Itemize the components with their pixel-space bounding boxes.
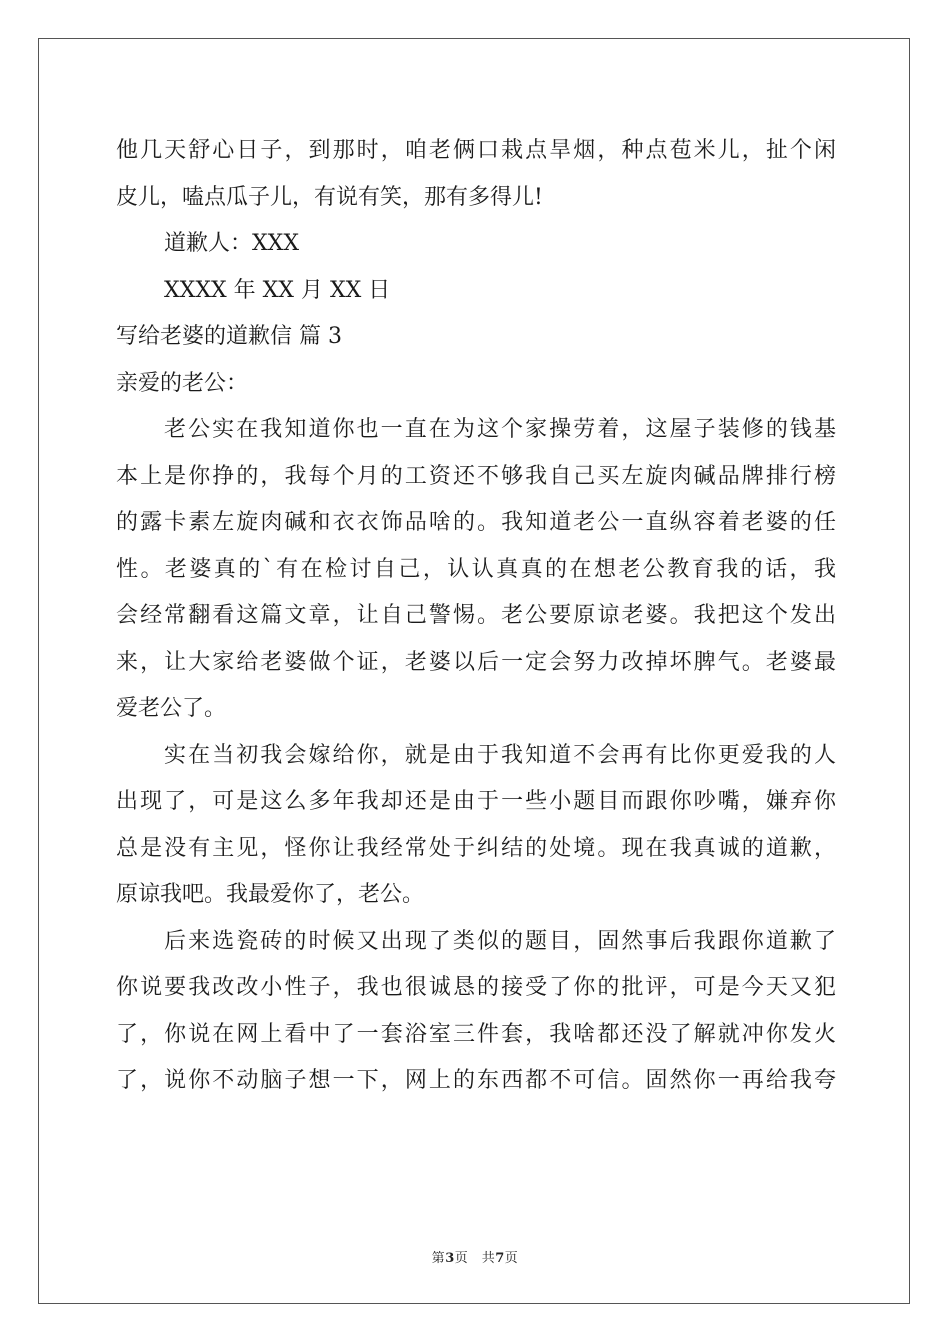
total-page-number: 7 <box>495 1251 505 1266</box>
text-line: 总是没有主见，怪你让我经常处于纠结的处境。现在我真诚的道歉， <box>116 835 836 861</box>
footer-prefix: 第 <box>431 1251 446 1266</box>
text-line: XXXX 年 XX 月 XX 日 <box>164 277 391 303</box>
text-line: 皮儿，嗑点瓜子儿，有说有笑，那有多得儿! <box>116 184 543 210</box>
text-line: 了，说你不动脑子想一下，网上的东西都不可信。固然你一再给我夸 <box>116 1068 836 1093</box>
current-page-number: 3 <box>445 1251 455 1266</box>
text-line: 来，让大家给老婆做个证，老婆以后一定会努力改掉坏脾气。老婆最 <box>116 649 836 675</box>
text-line: 道歉人：XXX <box>164 231 299 256</box>
text-line: 性。老婆真的`有在检讨自己，认认真真的在想老公教育我的话，我 <box>116 556 836 582</box>
text-line: 后来选瓷砖的时候又出现了类似的题目，固然事后我跟你道歉了 <box>164 928 836 954</box>
text-line: 会经常翻看这篇文章，让自己警惕。老公要原谅老婆。我把这个发出 <box>116 603 836 628</box>
text-line: 写给老婆的道歉信 篇 3 <box>116 324 342 349</box>
document-body <box>116 128 836 1105</box>
text-line: 本上是你挣的，我每个月的工资还不够我自己买左旋肉碱品牌排行榜 <box>116 463 836 489</box>
text-line: 了，你说在网上看中了一套浴室三件套，我啥都还没了解就冲你发火 <box>116 1021 836 1047</box>
text-line: 出现了，可是这么多年我却还是由于一些小题目而跟你吵嘴，嫌弃你 <box>116 789 836 814</box>
text-line: 亲爱的老公： <box>116 370 249 396</box>
text-line: 的露卡素左旋肉碱和衣衣饰品啥的。我知道老公一直纵容着老婆的任 <box>116 510 836 535</box>
page-footer <box>0 1247 950 1266</box>
text-line: 原谅我吧。我最爱你了，老公。 <box>116 882 425 907</box>
text-line: 爱老公了。 <box>116 696 227 721</box>
text-line: 实在当初我会嫁给你，就是由于我知道不会再有比你更爱我的人 <box>164 742 836 768</box>
text-line: 老公实在我知道你也一直在为这个家操劳着，这屋子装修的钱基 <box>164 417 836 442</box>
footer-mid: 页 共 <box>454 1251 496 1266</box>
footer-suffix: 页 <box>504 1251 519 1266</box>
text-line: 他几天舒心日子，到那时，咱老俩口栽点旱烟，种点苞米儿，扯个闲 <box>116 138 836 163</box>
text-line: 你说要我改改小性子，我也很诚恳的接受了你的批评，可是今天又犯 <box>116 975 836 1000</box>
